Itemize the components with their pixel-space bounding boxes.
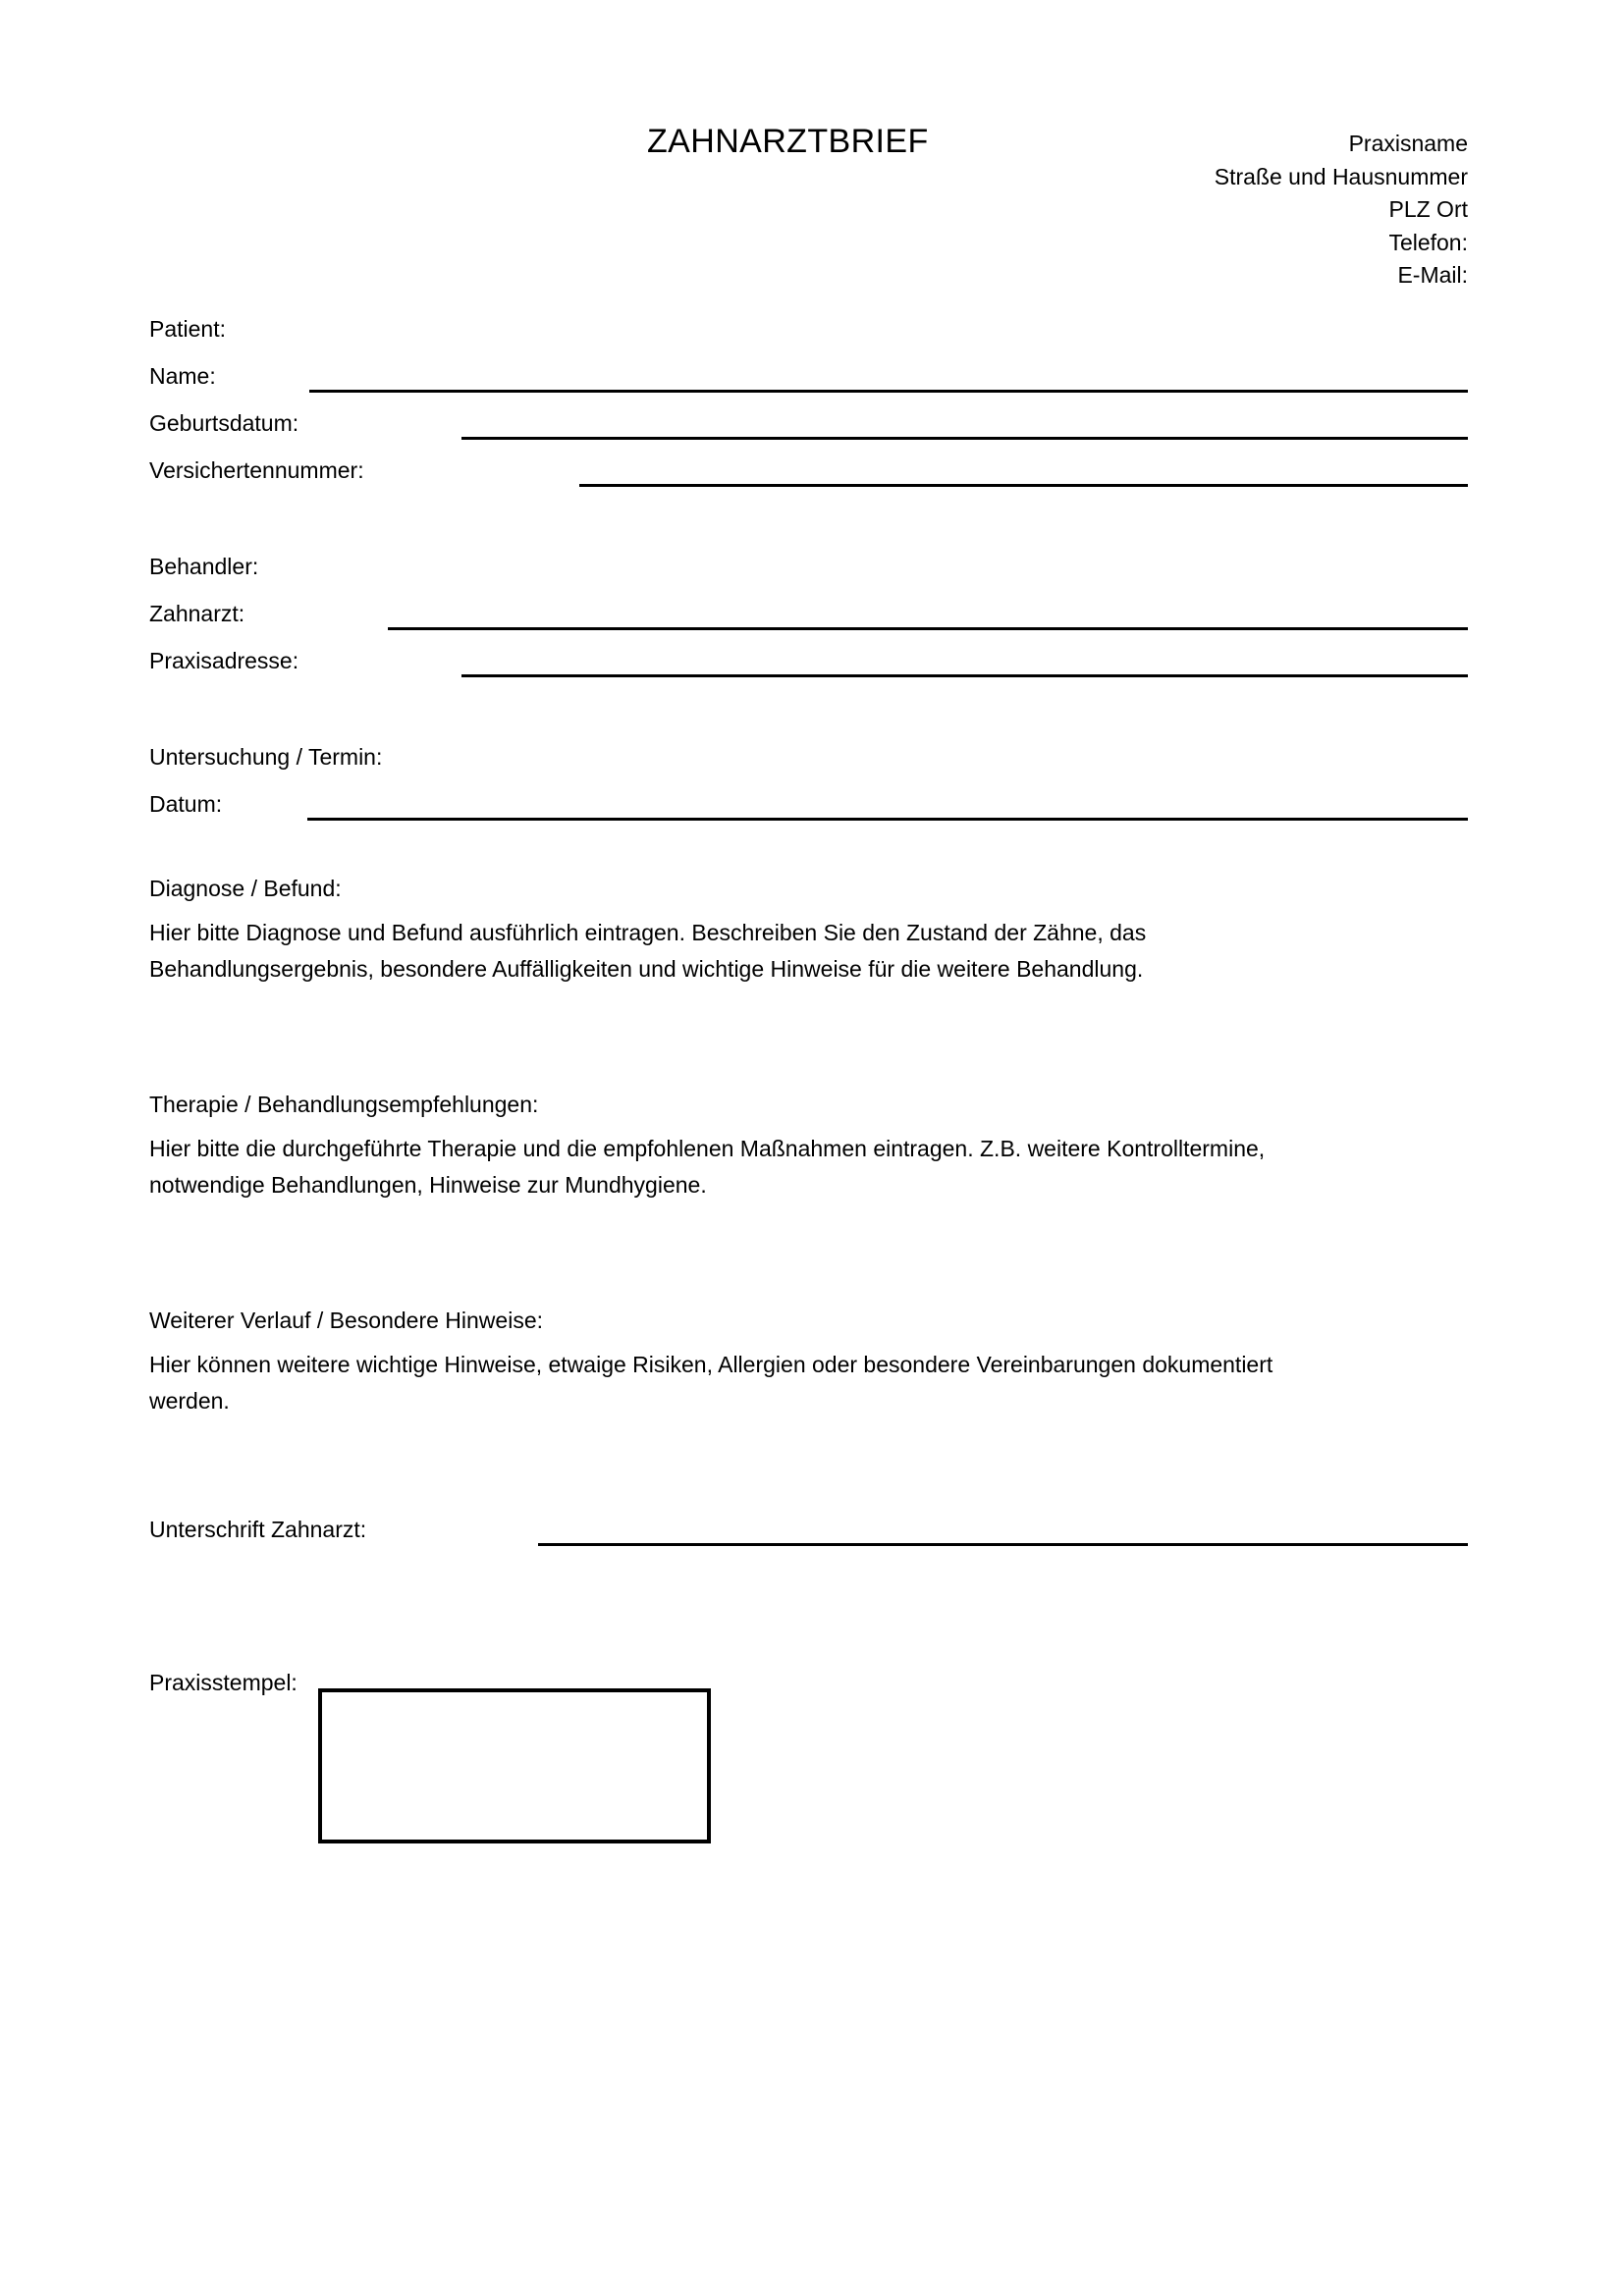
field-input-appointment-date[interactable] [307, 818, 1468, 821]
field-input-patient-birthdate[interactable] [461, 437, 1468, 440]
field-label-practice-address: Praxisadresse: [149, 648, 299, 673]
field-label-dentist-signature: Unterschrift Zahnarzt: [149, 1517, 367, 1542]
field-input-patient-insurance-number[interactable] [579, 484, 1468, 487]
letterhead-city: PLZ Ort [1388, 196, 1468, 222]
field-label-patient-name: Name: [149, 363, 216, 389]
further-notes-section-heading: Weiterer Verlauf / Besondere Hinweise: [149, 1308, 543, 1333]
field-appointment-date [149, 787, 1468, 821]
patient-section-heading: Patient: [149, 316, 226, 342]
field-patient-insurance-number [149, 454, 1468, 487]
diagnosis-section-heading: Diagnose / Befund: [149, 876, 342, 901]
field-input-dentist-name[interactable] [388, 627, 1468, 630]
letterhead-email-label: E-Mail: [1397, 262, 1468, 288]
further-notes-section-body: Hier können weitere wichtige Hinweise, etwaige Risiken, Allergien oder besondere Vereinbarungen dokumentiert werden. [149, 1352, 1273, 1414]
field-label-patient-insurance-number: Versichertennummer: [149, 457, 364, 483]
field-input-patient-name[interactable] [309, 390, 1468, 393]
letterhead-practice-name: Praxisname [1348, 131, 1468, 156]
page-title: ZAHNARZTBRIEF [647, 123, 929, 160]
practice-stamp-box[interactable] [318, 1688, 711, 1843]
field-practice-address [149, 644, 1468, 677]
letterhead-street: Straße und Hausnummer [1214, 163, 1468, 189]
field-patient-name [149, 359, 1468, 393]
letterhead-phone-label: Telefon: [1388, 229, 1468, 255]
appointment-section-heading: Untersuchung / Termin: [149, 744, 383, 770]
diagnosis-section-body: Hier bitte Diagnose und Befund ausführlich eintragen. Beschreiben Sie den Zustand der Zähne, das Behandlungsergebnis, besondere Auffälligkeiten und wichtige Hinweise für die weitere Behandlung. [149, 920, 1147, 982]
field-dentist-name [149, 597, 1468, 630]
therapy-section-heading: Therapie / Behandlungsempfehlungen: [149, 1092, 539, 1117]
practice-letterhead [1215, 128, 1468, 293]
signature-line[interactable] [538, 1543, 1468, 1546]
field-input-practice-address[interactable] [461, 674, 1468, 677]
field-label-appointment-date: Datum: [149, 791, 223, 817]
therapy-section-body: Hier bitte die durchgeführte Therapie und die empfohlenen Maßnahmen eintragen. Z.B. weitere Kontrolltermine, notwendige Behandlungen, Hinweise zur Mundhygiene. [149, 1136, 1266, 1198]
stamp-section-label: Praxisstempel: [149, 1670, 298, 1695]
field-label-dentist-name: Zahnarzt: [149, 601, 245, 626]
field-dentist-signature [149, 1513, 1468, 1546]
practitioner-section-heading: Behandler: [149, 554, 259, 579]
field-patient-birthdate [149, 406, 1468, 440]
field-label-patient-birthdate: Geburtsdatum: [149, 410, 299, 436]
